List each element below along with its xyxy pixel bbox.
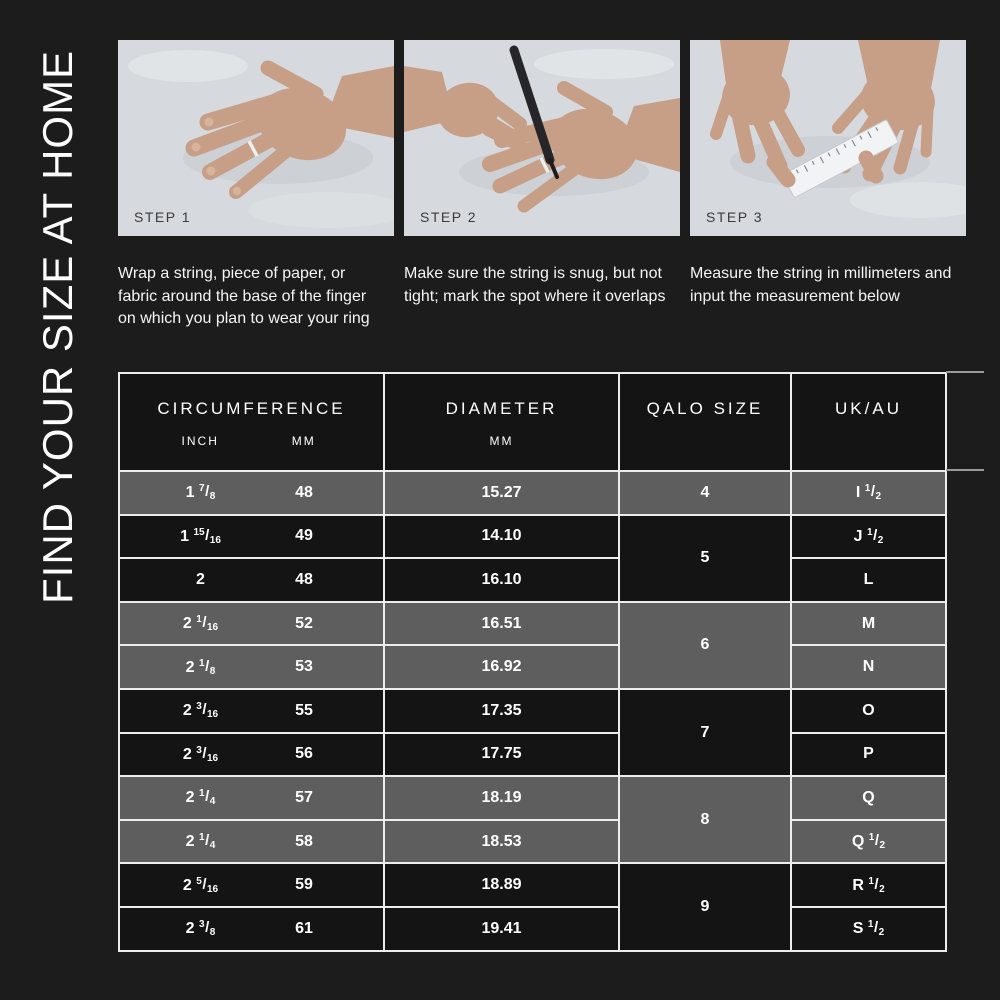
step3-photo bbox=[690, 40, 966, 236]
circumference-mm-cell: 58 bbox=[281, 820, 384, 864]
circumference-inch-cell: 2 bbox=[119, 558, 281, 602]
qalo-size-cell: 5 bbox=[619, 515, 791, 602]
step1-photo bbox=[118, 40, 394, 236]
step3-caption: Measure the string in millimeters and input the measurement below bbox=[690, 265, 952, 305]
circumference-inch-cell: 2 $^5$/16 bbox=[119, 863, 281, 907]
ukau-cell: S $^1$/2 bbox=[791, 907, 946, 951]
diameter-cell: 15.27 bbox=[384, 471, 619, 515]
qalo-size-cell: 6 bbox=[619, 602, 791, 689]
table-row bbox=[119, 689, 946, 733]
ukau-cell: I $^1$/2 bbox=[791, 471, 946, 515]
step-card-2 bbox=[404, 40, 680, 331]
circumference-mm-cell: 52 bbox=[281, 602, 384, 646]
diameter-cell: 16.10 bbox=[384, 558, 619, 602]
circumference-inch-cell: 2 $^3$/16 bbox=[119, 733, 281, 777]
ukau-header bbox=[791, 373, 946, 471]
header-bottom-extension-line bbox=[946, 469, 984, 471]
step2-caption: Make sure the string is snug, but not tight; mark the spot where it overlaps bbox=[404, 265, 666, 305]
circumference-inch-cell: 2 $^1$/4 bbox=[119, 820, 281, 864]
ukau-cell: M bbox=[791, 602, 946, 646]
diameter-cell: 17.75 bbox=[384, 733, 619, 777]
qalo-size-cell: 4 bbox=[619, 471, 791, 515]
table-row bbox=[119, 907, 946, 951]
ukau-cell: Q $^1$/2 bbox=[791, 820, 946, 864]
header-top-extension-line bbox=[946, 371, 984, 373]
step-card-3 bbox=[690, 40, 966, 331]
diameter-cell: 16.92 bbox=[384, 645, 619, 689]
step2-label: STEP 2 bbox=[420, 209, 477, 225]
circumference-mm-cell: 48 bbox=[281, 558, 384, 602]
page-title: FIND YOUR SIZE AT HOME bbox=[34, 49, 81, 605]
ukau-cell: R $^1$/2 bbox=[791, 863, 946, 907]
step-card-1 bbox=[118, 40, 394, 331]
diameter-cell: 19.41 bbox=[384, 907, 619, 951]
circumference-inch-cell: 2 $^1$/16 bbox=[119, 602, 281, 646]
table-row bbox=[119, 558, 946, 602]
qalo-size-cell: 8 bbox=[619, 776, 791, 863]
step1-caption: Wrap a string, piece of paper, or fabric around the base of the finger on which you plan to wear your ring bbox=[118, 265, 370, 327]
step2-photo bbox=[404, 40, 680, 236]
diameter-mm-sublabel: MM bbox=[489, 434, 514, 448]
diameter-header bbox=[384, 373, 619, 471]
circumference-inch-cell: 1 $^7$/8 bbox=[119, 471, 281, 515]
diameter-cell: 18.89 bbox=[384, 863, 619, 907]
ukau-label: UK/AU bbox=[835, 399, 902, 418]
circumference-inch-cell: 1 $^{15}$/16 bbox=[119, 515, 281, 559]
diameter-cell: 14.10 bbox=[384, 515, 619, 559]
ukau-cell: O bbox=[791, 689, 946, 733]
ukau-cell: P bbox=[791, 733, 946, 777]
qalo-size-cell: 9 bbox=[619, 863, 791, 950]
circumference-mm-cell: 56 bbox=[281, 733, 384, 777]
ukau-cell: Q bbox=[791, 776, 946, 820]
steps-row bbox=[118, 40, 966, 331]
circumference-inch-cell: 2 $^3$/8 bbox=[119, 907, 281, 951]
circumference-mm-cell: 61 bbox=[281, 907, 384, 951]
table-row bbox=[119, 733, 946, 777]
ukau-cell: J $^1$/2 bbox=[791, 515, 946, 559]
qalo-size-cell: 7 bbox=[619, 689, 791, 776]
circumference-mm-sublabel: MM bbox=[291, 434, 316, 448]
diameter-cell: 16.51 bbox=[384, 602, 619, 646]
ukau-cell: N bbox=[791, 645, 946, 689]
circumference-mm-cell: 59 bbox=[281, 863, 384, 907]
table-row bbox=[119, 645, 946, 689]
table-row bbox=[119, 820, 946, 864]
inch-sublabel: INCH bbox=[181, 434, 219, 448]
step3-label: STEP 3 bbox=[706, 209, 763, 225]
circumference-mm-cell: 49 bbox=[281, 515, 384, 559]
hand-flat-illustration bbox=[118, 40, 394, 236]
table-row bbox=[119, 602, 946, 646]
size-table-header bbox=[119, 373, 946, 471]
qalo-size-header bbox=[619, 373, 791, 471]
size-table bbox=[118, 372, 947, 952]
table-row bbox=[119, 776, 946, 820]
circumference-inch-cell: 2 $^1$/4 bbox=[119, 776, 281, 820]
table-row bbox=[119, 515, 946, 559]
hands-measuring-ruler-illustration bbox=[690, 40, 966, 236]
circumference-label: CIRCUMFERENCE bbox=[157, 399, 346, 418]
circumference-inch-cell: 2 $^1$/8 bbox=[119, 645, 281, 689]
diameter-cell: 18.19 bbox=[384, 776, 619, 820]
hand-marking-pen-illustration bbox=[404, 40, 680, 236]
ukau-cell: L bbox=[791, 558, 946, 602]
diameter-cell: 17.35 bbox=[384, 689, 619, 733]
diameter-cell: 18.53 bbox=[384, 820, 619, 864]
table-row bbox=[119, 863, 946, 907]
qalo-size-label: QALO SIZE bbox=[646, 399, 764, 418]
circumference-inch-cell: 2 $^3$/16 bbox=[119, 689, 281, 733]
circumference-mm-cell: 57 bbox=[281, 776, 384, 820]
circumference-mm-cell: 53 bbox=[281, 645, 384, 689]
diameter-label: DIAMETER bbox=[445, 399, 558, 418]
size-table-body bbox=[119, 471, 946, 951]
step1-label: STEP 1 bbox=[134, 209, 191, 225]
circumference-mm-cell: 55 bbox=[281, 689, 384, 733]
circumference-header bbox=[119, 373, 384, 471]
table-row bbox=[119, 471, 946, 515]
circumference-mm-cell: 48 bbox=[281, 471, 384, 515]
